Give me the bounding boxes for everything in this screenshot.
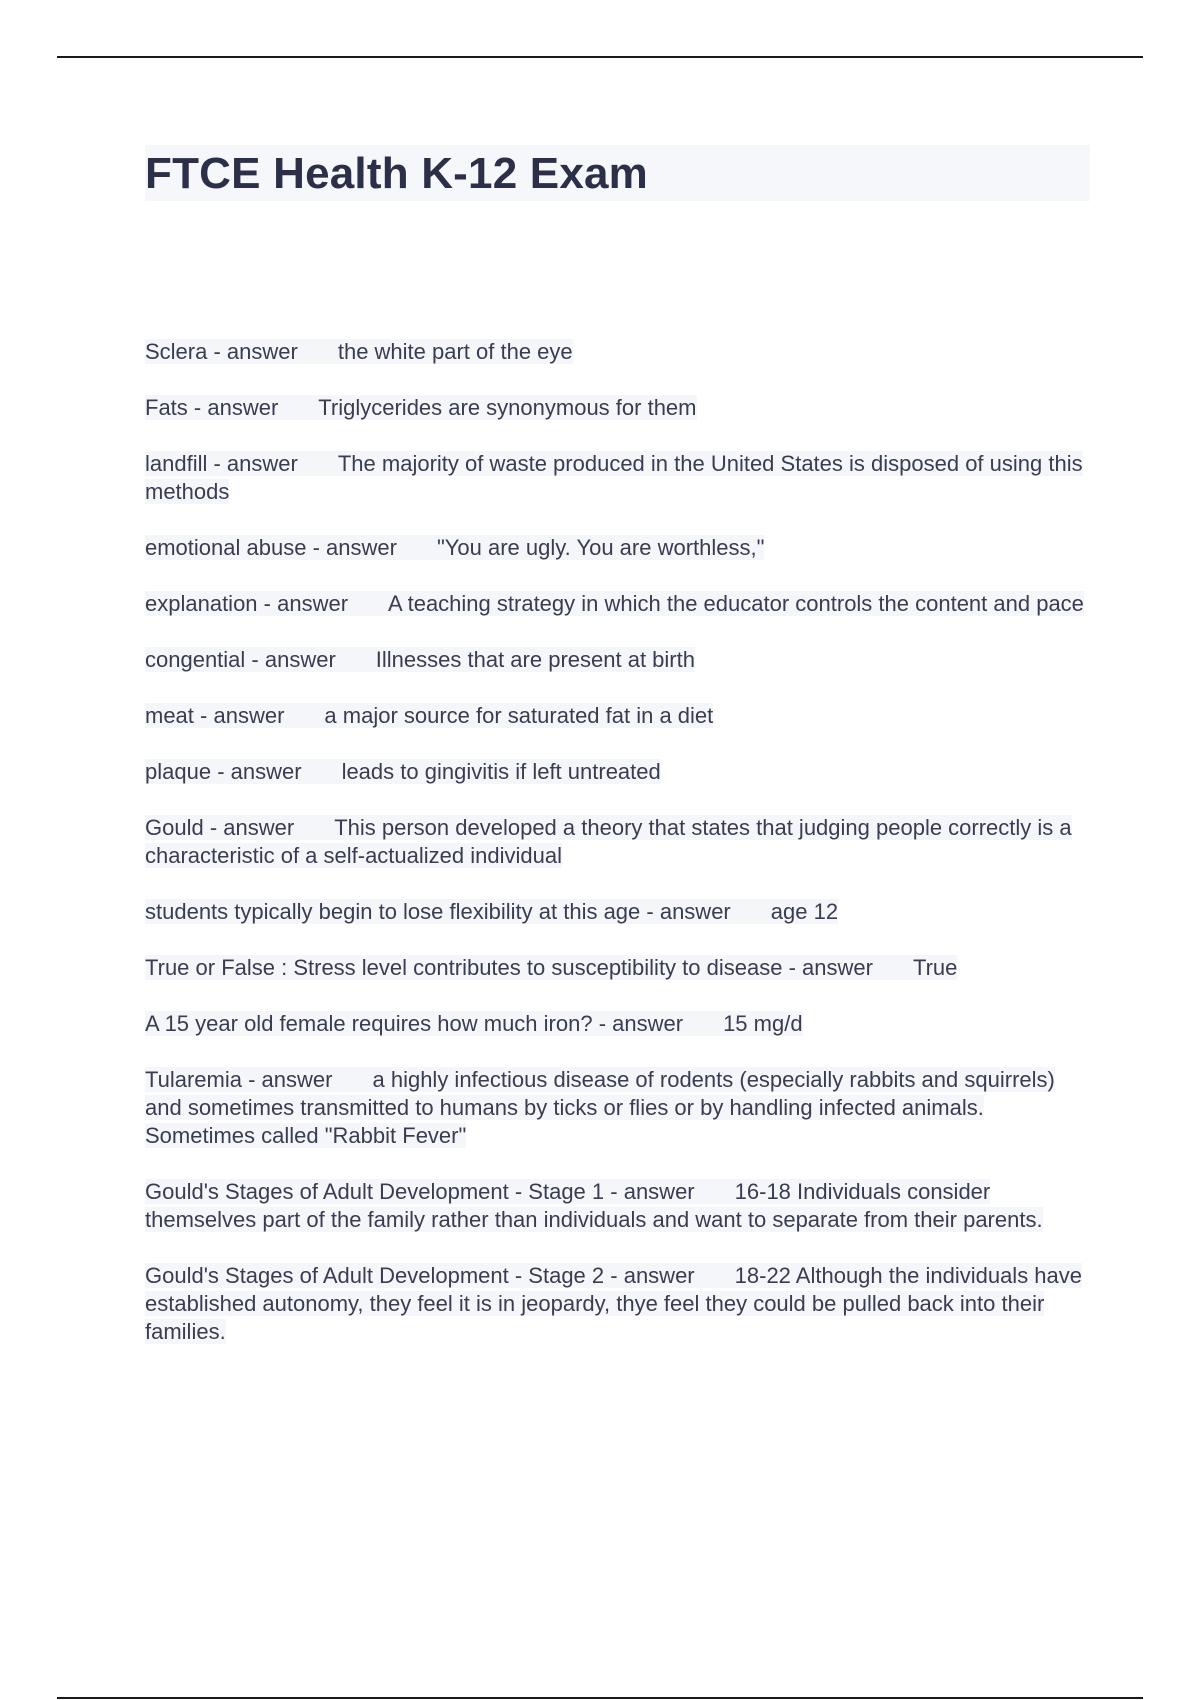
answer-text: age 12: [770, 899, 839, 924]
answer-separator: - answer: [604, 1263, 695, 1288]
answer-separator: - answer: [257, 591, 349, 616]
list-item: [145, 338, 1090, 366]
question-term: Tularemia: [145, 1067, 242, 1092]
answer-separator: - answer: [187, 395, 279, 420]
question-term: landfill: [145, 451, 208, 476]
answer-text: Illnesses that are present at birth: [375, 647, 695, 672]
list-item: [145, 394, 1090, 422]
question-term: Gould: [145, 815, 204, 840]
question-term: explanation: [145, 591, 258, 616]
answer-separator: - answer: [193, 703, 285, 728]
list-item: [145, 702, 1090, 730]
list-item: [145, 758, 1090, 786]
question-term: Gould's Stages of Adult Development - Stage 1: [145, 1179, 605, 1204]
list-item: [145, 646, 1090, 674]
answer-separator: - answer: [242, 1067, 333, 1092]
answer-text: 16-18 Individuals consider themselves part of the family rather than individuals and want to separate from their parents.: [145, 1179, 1043, 1232]
answer-separator: - answer: [604, 1179, 695, 1204]
answer-separator: - answer: [640, 899, 731, 924]
question-term: True or False : Stress level contributes to susceptibility to disease: [145, 955, 783, 980]
question-term: meat: [145, 703, 194, 728]
question-term: Sclera: [145, 339, 208, 364]
list-item: [145, 954, 1090, 982]
list-item: [145, 590, 1090, 618]
answer-text: Triglycerides are synonymous for them: [318, 395, 697, 420]
page-title: FTCE Health K-12 Exam: [145, 149, 649, 198]
answer-separator: - answer: [245, 647, 336, 672]
answer-text: This person developed a theory that states that judging people correctly is a characteristic of a self-actualized individual: [145, 815, 1072, 868]
answer-text: 15 mg/d: [723, 1011, 803, 1036]
question-term: Gould's Stages of Adult Development - Stage 2: [145, 1263, 605, 1288]
list-item: [145, 1010, 1090, 1038]
answer-separator: - answer: [306, 535, 397, 560]
top-rule: [57, 56, 1143, 58]
list-item: [145, 1262, 1090, 1346]
answer-text: The majority of waste produced in the United States is disposed of using this methods: [145, 451, 1083, 504]
answer-text: True: [912, 955, 958, 980]
list-item: [145, 814, 1090, 870]
answer-separator: - answer: [211, 759, 302, 784]
answer-separator: - answer: [203, 815, 295, 840]
list-item: [145, 450, 1090, 506]
bottom-rule: [57, 1697, 1143, 1699]
answer-text: a major source for saturated fat in a diet: [324, 703, 714, 728]
answer-text: leads to gingivitis if left untreated: [341, 759, 661, 784]
question-term: plaque: [145, 759, 212, 784]
question-term: students typically begin to lose flexibility at this age: [145, 899, 641, 924]
question-term: congential: [145, 647, 246, 672]
question-term: Fats: [145, 395, 188, 420]
answer-text: the white part of the eye: [337, 339, 573, 364]
answer-text: "You are ugly. You are worthless,": [436, 535, 765, 560]
answer-separator: - answer: [207, 451, 298, 476]
answer-text: A teaching strategy in which the educator controls the content and pace: [388, 591, 1084, 616]
answer-separator: - answer: [782, 955, 873, 980]
question-term: A 15 year old female requires how much iron?: [145, 1011, 593, 1036]
list-item: [145, 1066, 1090, 1150]
answer-separator: - answer: [592, 1011, 684, 1036]
question-term: emotional abuse: [145, 535, 307, 560]
answer-text: a highly infectious disease of rodents (especially rabbits and squirrels) and sometimes transmitted to humans by ticks or flies or by handling infected animals. Sometimes called "Rabbit Fever": [145, 1067, 1055, 1148]
list-item: [145, 898, 1090, 926]
list-item: [145, 534, 1090, 562]
answer-text: 18-22 Although the individuals have established autonomy, they feel it is in jeopardy, thye feel they could be pulled back into their families.: [145, 1263, 1083, 1344]
answer-separator: - answer: [207, 339, 298, 364]
list-item: [145, 1178, 1090, 1234]
qa-list: [145, 338, 1090, 1374]
